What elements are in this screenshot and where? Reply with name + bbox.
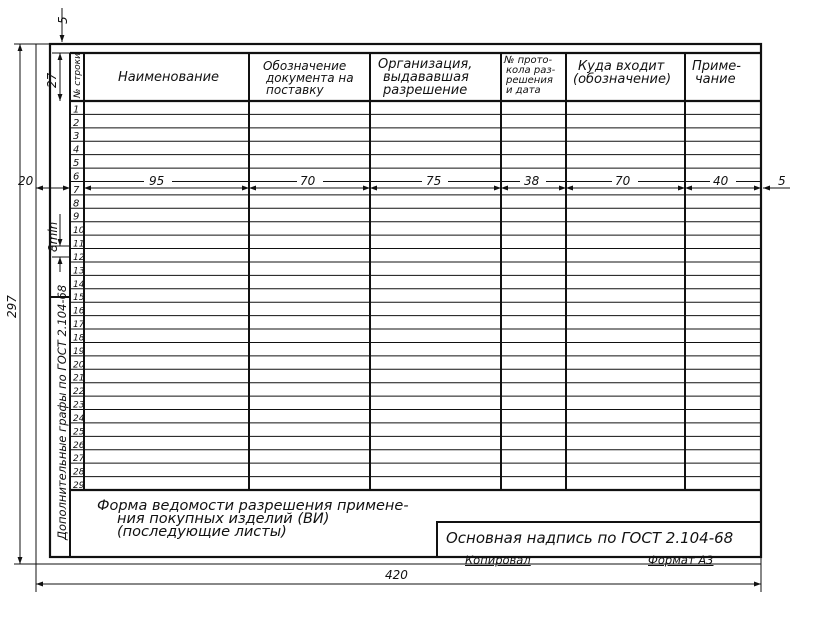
row-number-header: № строки (73, 53, 83, 98)
form-description (97, 500, 409, 539)
sheet-width-dimension (36, 564, 761, 592)
row-number: 4 (73, 144, 80, 156)
copied-by-label: Копировал (465, 553, 531, 567)
dim-width-document: 70 (300, 174, 316, 188)
row-number: 17 (73, 320, 85, 331)
dest-header-line2: (обозначение) (573, 72, 672, 87)
org-header-line3: разрешение (383, 83, 468, 98)
sheet-width-label: 420 (385, 568, 408, 582)
column-header-remark (692, 59, 745, 87)
left-margin-dimension (18, 174, 70, 188)
sheet-height-dimension (5, 44, 36, 564)
column-header-protocol (503, 55, 558, 96)
top-margin-label: 5 (56, 16, 70, 24)
row-number: 14 (73, 279, 85, 290)
left-margin-label: 20 (18, 174, 34, 188)
row-number: 16 (73, 306, 85, 317)
row-number: 9 (73, 211, 80, 223)
org-header-line2: выдававшая (383, 70, 469, 85)
top-margin-dimension (56, 8, 70, 42)
row-number: 22 (73, 387, 85, 398)
row-number: 5 (73, 158, 80, 170)
row-number: 8 (73, 198, 80, 210)
protocol-header-line1: № прото- (504, 55, 553, 66)
row-number: 20 (73, 360, 85, 371)
remark-header-line1: Приме- (692, 59, 741, 74)
dim-width-protocol: 38 (524, 174, 540, 188)
row-number: 24 (73, 413, 85, 424)
row-number: 29 (73, 481, 85, 491)
row-number: 6 (73, 171, 80, 183)
dim-width-destination: 70 (615, 174, 631, 188)
drawing-frame (50, 44, 761, 557)
row-number: 15 (73, 293, 85, 304)
row-number: 11 (73, 239, 85, 250)
row-number: 7 (73, 184, 80, 196)
row-number: 19 (73, 346, 85, 357)
doc-header-line1: Обозначение (263, 59, 347, 73)
sheet-height-label: 297 (5, 295, 19, 318)
protocol-header-line2: кола раз- (506, 65, 556, 76)
header-height-dimension (45, 53, 70, 101)
doc-header-line3: поставку (266, 83, 324, 97)
form-description-line2: ния покупных изделий (ВИ) (117, 511, 330, 527)
row-number: 12 (73, 252, 85, 263)
row-number: 23 (73, 400, 85, 411)
row-lines (70, 114, 761, 476)
right-margin-dimension (763, 174, 790, 188)
org-header-line1: Организация, (378, 57, 473, 72)
dim-width-remark: 40 (713, 174, 729, 188)
row-number: 3 (73, 131, 80, 143)
form-description-line1: Форма ведомости разрешения примене- (97, 498, 409, 514)
protocol-header-line3: решения (506, 75, 553, 86)
row-number: 18 (73, 333, 85, 344)
column-header-destination (573, 59, 671, 87)
side-additional-label: Дополнительные графы по ГОСТ 2.104-68 (55, 284, 69, 540)
protocol-header-line4: и дата (506, 85, 541, 96)
row-number: 21 (73, 373, 85, 384)
row-height-label: 8min (46, 221, 60, 252)
title-block-label: Основная надпись по ГОСТ 2.104-68 (446, 529, 734, 547)
sheet-outline (36, 44, 761, 564)
row-number: 10 (73, 226, 85, 237)
remark-header-line2: чание (695, 72, 736, 87)
dim-width-organization: 75 (426, 174, 442, 188)
form-description-line3: (последующие листы) (117, 524, 287, 540)
header-height-label: 27 (45, 72, 59, 88)
row-number: 2 (73, 117, 80, 129)
row-number: 13 (73, 266, 85, 277)
format-label: Формат А3 (648, 553, 714, 567)
row-number: 25 (73, 427, 85, 438)
row-number: 28 (73, 467, 85, 478)
right-margin-label: 5 (778, 174, 786, 188)
dest-header-line1: Куда входит (578, 59, 665, 74)
row-number: 27 (73, 454, 85, 465)
row-number: 26 (73, 440, 85, 451)
column-header-organization (378, 57, 477, 98)
row-numbers (73, 104, 85, 491)
column-header-name: Наименование (118, 70, 220, 85)
row-number: 1 (73, 104, 80, 116)
column-header-document (263, 59, 357, 97)
dim-width-name: 95 (149, 174, 165, 188)
doc-header-line2: документа на (266, 71, 354, 85)
